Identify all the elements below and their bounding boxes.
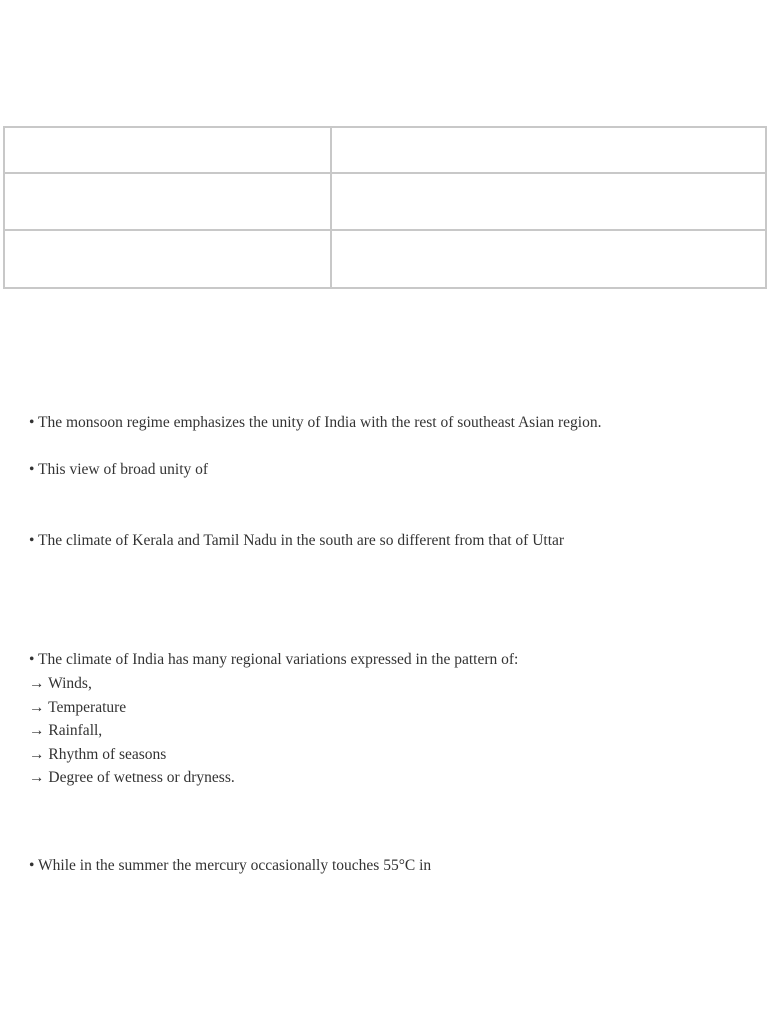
table-cell <box>4 230 331 288</box>
table-cell <box>331 127 766 173</box>
list-item-rhythm: → Rhythm of seasons <box>29 746 167 763</box>
table-cell <box>331 230 766 288</box>
table-cell <box>4 173 331 230</box>
list-item-rainfall: → Rainfall, <box>29 722 103 739</box>
paragraph-summer-mercury: • While in the summer the mercury occasionally touches 55°C in <box>29 857 432 874</box>
table-row <box>4 173 766 230</box>
empty-table <box>3 126 767 289</box>
list-item-wetness: → Degree of wetness or dryness. <box>29 769 235 786</box>
table-cell <box>331 173 766 230</box>
paragraph-regional-variations: • The climate of India has many regional variations expressed in the pattern of: <box>29 651 519 668</box>
paragraph-broad-unity: • This view of broad unity of <box>29 461 209 478</box>
table-row <box>4 127 766 173</box>
list-item-winds: → Winds, <box>29 675 92 692</box>
table-row <box>4 230 766 288</box>
table-cell <box>4 127 331 173</box>
paragraph-kerala-climate: • The climate of Kerala and Tamil Nadu in the south are so different from that of Uttar <box>29 532 565 549</box>
list-item-temperature: → Temperature <box>29 699 127 716</box>
paragraph-monsoon-unity: • The monsoon regime emphasizes the unity of India with the rest of southeast Asian region. <box>29 414 602 431</box>
